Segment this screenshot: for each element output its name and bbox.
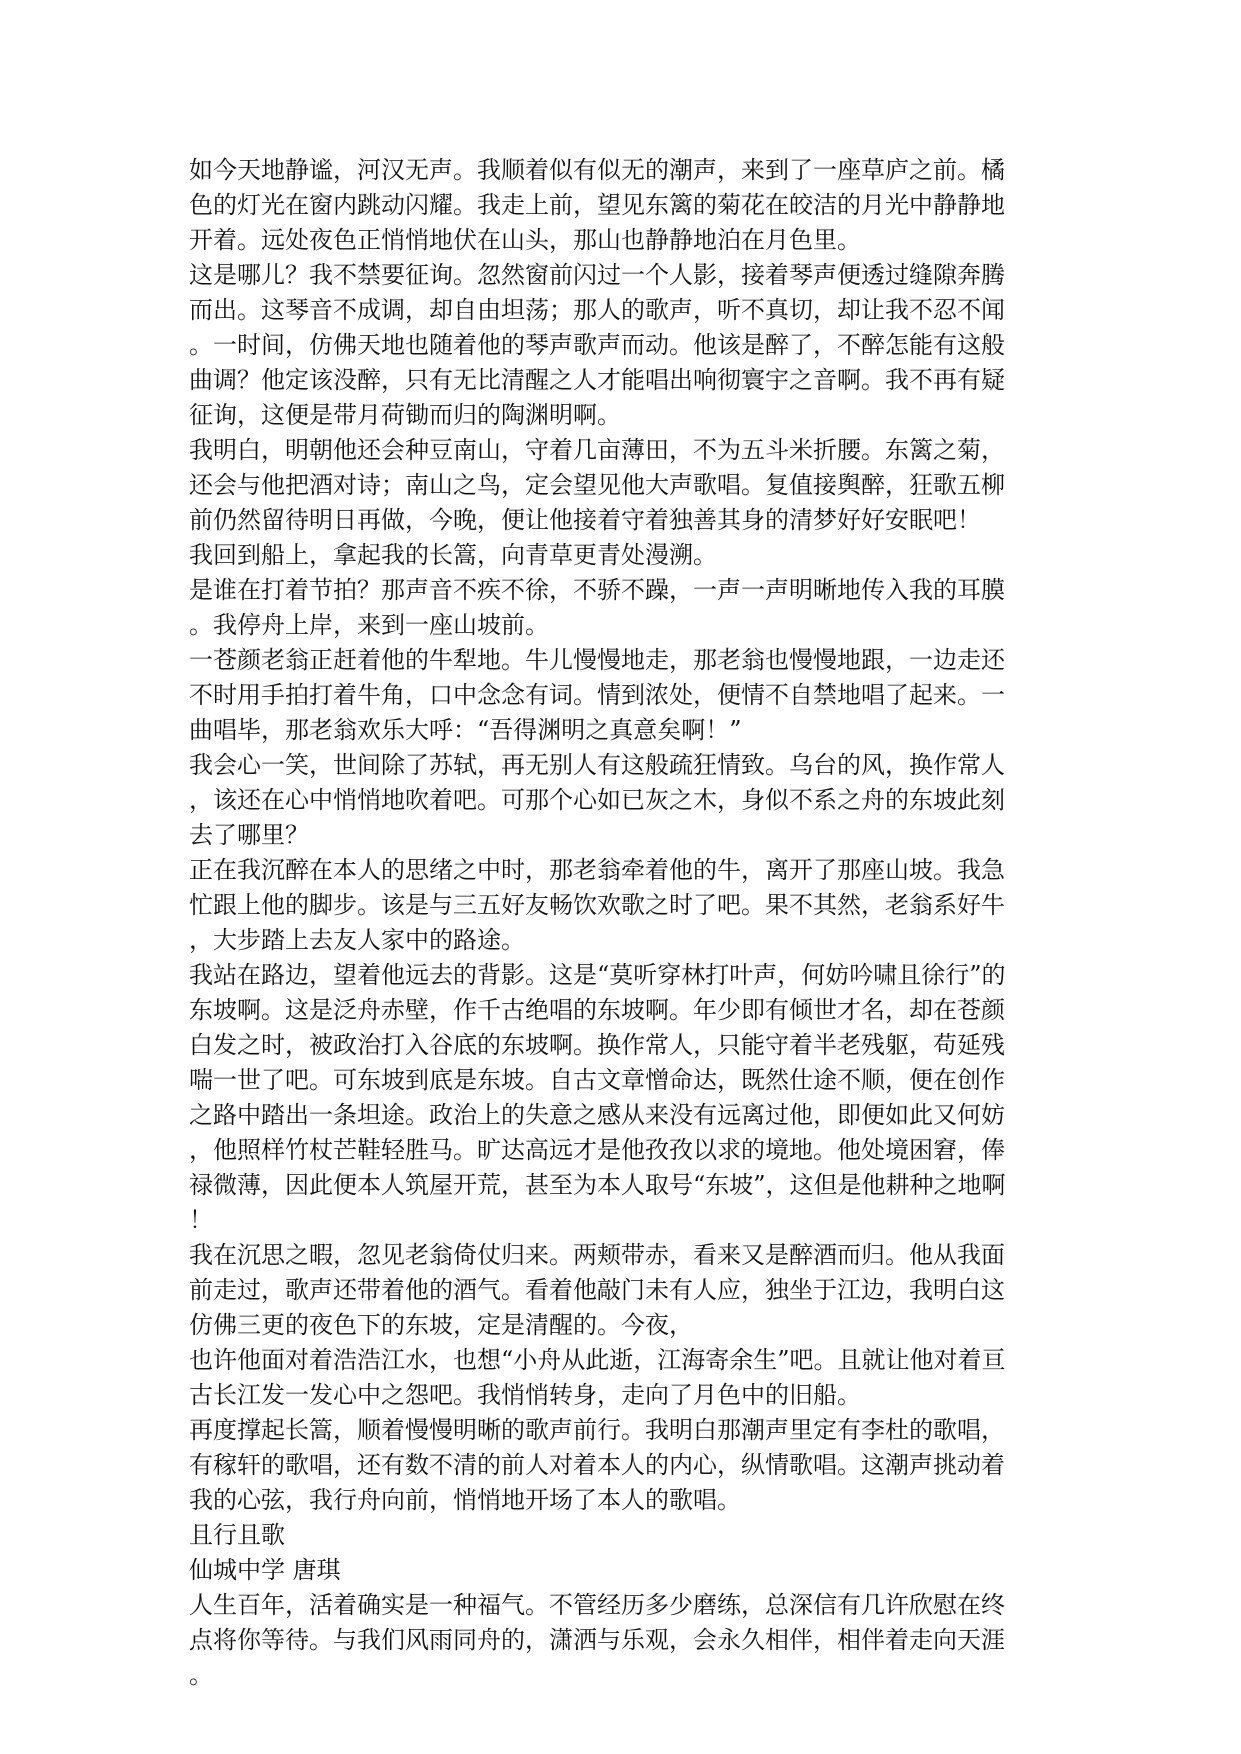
text-line: 仿佛三更的夜色下的东坡，定是清醒的。今夜，	[189, 1311, 693, 1339]
text-line: ，该还在心中悄悄地吹着吧。可那个心如已灰之木，身似不系之舟的东坡此刻	[189, 786, 1005, 814]
text-line: 还会与他把酒对诗；南山之鸟，定会望见他大声歌唱。复值接舆醉，狂歌五柳	[189, 471, 1005, 499]
text-line: 不时用手拍打着牛角，口中念念有词。情到浓处，便情不自禁地唱了起来。一	[189, 681, 1005, 709]
text-line: 曲唱毕，那老翁欢乐大呼：“吾得渊明之真意矣啊！”	[189, 716, 742, 744]
text-line: 如今天地静谧，河汉无声。我顺着似有似无的潮声，来到了一座草庐之前。橘	[189, 156, 1005, 184]
text-line: 有稼轩的歌唱，还有数不清的前人对着本人的内心，纵情歌唱。这潮声挑动着	[189, 1451, 1005, 1479]
text-line: ，大步踏上去友人家中的路途。	[189, 926, 525, 954]
text-line: 也许他面对着浩浩江水，也想“小舟从此逝，江海寄余生”吧。且就让他对着亘	[189, 1346, 1006, 1374]
text-line: 再度撑起长篙，顺着慢慢明晰的歌声前行。我明白那潮声里定有李杜的歌唱，	[189, 1416, 1005, 1444]
text-line: 我站在路边，望着他远去的背影。这是“莫听穿林打叶声，何妨吟啸且徐行”的	[189, 961, 1006, 989]
text-line: 正在我沉醉在本人的思绪之中时，那老翁牵着他的牛，离开了那座山坡。我急	[189, 856, 1005, 884]
text-line: 仙城中学 唐琪	[189, 1556, 341, 1584]
text-line: 人生百年，活着确实是一种福气。不管经历多少磨练，总深信有几许欣慰在终	[189, 1591, 1005, 1619]
text-line: 去了哪里？	[189, 821, 309, 849]
text-line: 前仍然留待明日再做，今晚，便让他接着守着独善其身的清梦好好安眠吧！	[189, 506, 981, 534]
text-line: 一苍颜老翁正赶着他的牛犁地。牛儿慢慢地走，那老翁也慢慢地跟，一边走还	[189, 646, 1005, 674]
text-line: 点将你等待。与我们风雨同舟的，潇洒与乐观，会永久相伴，相伴着走向天涯	[189, 1626, 1005, 1654]
text-line: 征询，这便是带月荷锄而归的陶渊明啊。	[189, 401, 621, 429]
text-line: 色的灯光在窗内跳动闪耀。我走上前，望见东篱的菊花在皎洁的月光中静静地	[189, 191, 1005, 219]
text-line: 。我停舟上岸，来到一座山坡前。	[189, 611, 549, 639]
document-body	[189, 153, 1059, 1693]
text-line: 我会心一笑，世间除了苏轼，再无别人有这般疏狂情致。乌台的风，换作常人	[189, 751, 1005, 779]
text-line: 之路中踏出一条坦途。政治上的失意之感从来没有远离过他，即便如此又何妨	[189, 1101, 1005, 1129]
text-line: 我回到船上，拿起我的长篙，向青草更青处漫溯。	[189, 541, 717, 569]
text-line: 而出。这琴音不成调，却自由坦荡；那人的歌声，听不真切，却让我不忍不闻	[189, 296, 1005, 324]
text-line: 且行且歌	[189, 1521, 285, 1549]
text-line: 我在沉思之暇，忽见老翁倚仗归来。两颊带赤，看来又是醉酒而归。他从我面	[189, 1241, 1005, 1269]
text-line: 。	[189, 1661, 213, 1689]
text-line: ，他照样竹杖芒鞋轻胜马。旷达高远才是他孜孜以求的境地。他处境困窘，俸	[189, 1136, 1005, 1164]
text-line: 古长江发一发心中之怨吧。我悄悄转身，走向了月色中的旧船。	[189, 1381, 861, 1409]
text-line: 禄微薄，因此便本人筑屋开荒，甚至为本人取号“东坡”，这但是他耕种之地啊	[189, 1171, 1006, 1199]
text-line: 忙跟上他的脚步。该是与三五好友畅饮欢歌之时了吧。果不其然，老翁系好牛	[189, 891, 1005, 919]
text-line: 。一时间，仿佛天地也随着他的琴声歌声而动。他该是醉了，不醉怎能有这般	[189, 331, 1005, 359]
text-line: 我的心弦，我行舟向前，悄悄地开场了本人的歌唱。	[189, 1486, 741, 1514]
text-line: 是谁在打着节拍？那声音不疾不徐，不骄不躁，一声一声明晰地传入我的耳膜	[189, 576, 1005, 604]
text-line: 我明白，明朝他还会种豆南山，守着几亩薄田，不为五斗米折腰。东篱之菊，	[189, 436, 1005, 464]
text-line: 开着。远处夜色正悄悄地伏在山头，那山也静静地泊在月色里。	[189, 226, 861, 254]
text-line: 这是哪儿？我不禁要征询。忽然窗前闪过一个人影，接着琴声便透过缝隙奔腾	[189, 261, 1005, 289]
text-line: ！	[189, 1206, 213, 1234]
text-line: 白发之时，被政治打入谷底的东坡啊。换作常人，只能守着半老残躯，苟延残	[189, 1031, 1005, 1059]
text-line: 东坡啊。这是泛舟赤壁，作千古绝唱的东坡啊。年少即有倾世才名，却在苍颜	[189, 996, 1005, 1024]
text-line: 喘一世了吧。可东坡到底是东坡。自古文章憎命达，既然仕途不顺，便在创作	[189, 1066, 1005, 1094]
text-line: 前走过，歌声还带着他的酒气。看着他敲门未有人应，独坐于江边，我明白这	[189, 1276, 1005, 1304]
text-line: 曲调？他定该没醉，只有无比清醒之人才能唱出响彻寰宇之音啊。我不再有疑	[189, 366, 1005, 394]
